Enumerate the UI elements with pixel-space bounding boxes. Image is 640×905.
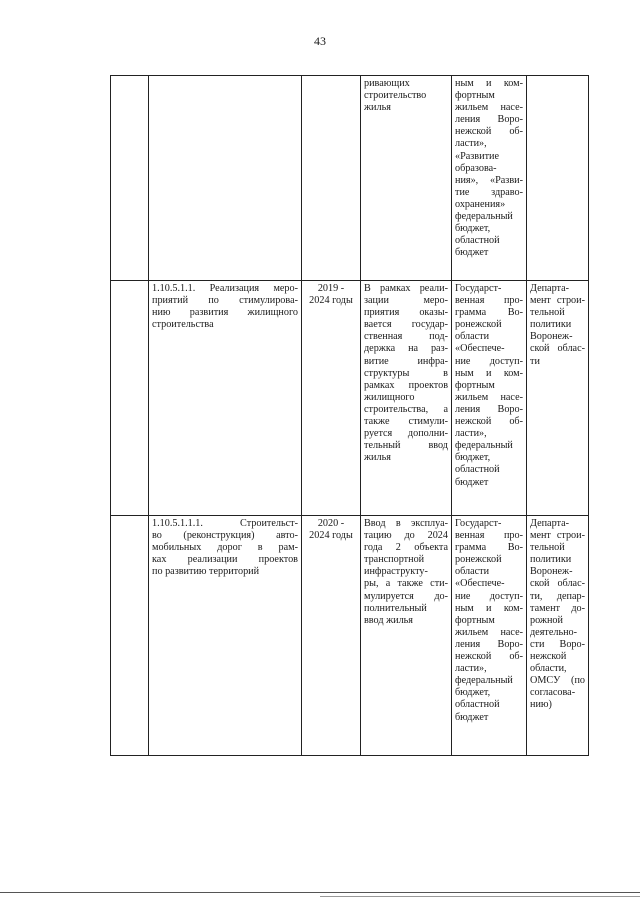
cell-line: венная про- (455, 530, 523, 542)
cell-line: приятий по стимулирова- (152, 295, 298, 307)
cell-line: держка на раз- (364, 343, 448, 355)
measures-table (110, 75, 589, 756)
cell-line: «Развитие (455, 150, 499, 162)
source-cell (452, 281, 527, 516)
cell-line: областной (455, 235, 500, 247)
cell-line: бюджет (455, 476, 489, 488)
cell-line: ления Воро- (455, 403, 523, 415)
cell-line: ласти», (455, 138, 487, 150)
cell-line: жилья (364, 452, 391, 464)
cell-line: рамках проектов (364, 379, 448, 391)
cell-line: Воронеж- (530, 566, 573, 578)
description-cell (361, 281, 452, 516)
cell-line: Ввод в эксплуа- (364, 518, 448, 529)
scan-edge-line (320, 896, 640, 897)
cell-line: ние доступ- (455, 355, 523, 367)
table-row (111, 76, 589, 281)
cell-line: области (455, 331, 490, 343)
cell-line: жилья (364, 102, 391, 114)
cell-line: бюджет, (455, 687, 491, 699)
cell-line: нежской об- (455, 126, 523, 138)
description-cell (361, 76, 452, 281)
period-cell (302, 76, 361, 281)
cell-line: мент строи- (530, 295, 585, 307)
cell-line: бюджет, (455, 452, 491, 464)
cell-line: сти Воро- (530, 638, 585, 650)
measure-name-cell (149, 76, 302, 281)
cell-line: ласти», (455, 428, 487, 440)
cell-line: тамент до- (530, 602, 585, 614)
cell-line: области, (530, 663, 567, 675)
cell-line: тие здраво- (455, 186, 523, 198)
cell-line: венная про- (455, 295, 523, 307)
cell-line: жильем насе- (455, 102, 523, 114)
source-cell (452, 516, 527, 756)
cell-line: ления Воро- (455, 638, 523, 650)
cell-line: строительства (152, 319, 214, 331)
cell-line: тельной (530, 542, 565, 554)
cell-line: ласти», (455, 663, 487, 675)
cell-line: рожной (530, 614, 563, 626)
cell-line: ным и ком- (455, 602, 523, 614)
cell-line: областной (455, 699, 500, 711)
cell-line: охранения» (455, 198, 506, 210)
cell-line: фортным (455, 379, 495, 391)
cell-line: инфраструкту- (364, 566, 428, 578)
cell-line: ления Воро- (455, 114, 523, 126)
cell-line: Департа- (530, 518, 570, 529)
cell-line: жильем насе- (455, 391, 523, 403)
cell-line: ры, а также сти- (364, 578, 448, 590)
table-row (111, 281, 589, 516)
cell-line: согласова- (530, 687, 576, 699)
cell-line: транспортной (364, 554, 425, 566)
cell-line: строительство (364, 90, 427, 102)
cell-line: Департа- (530, 283, 570, 294)
cell-line: деятельно- (530, 626, 578, 638)
period-cell (302, 281, 361, 516)
cell-line: ках реализации проектов (152, 554, 298, 566)
source-cell (452, 76, 527, 281)
cell-line: структуры в (364, 367, 448, 379)
cell-line: 2024 годы (309, 295, 353, 307)
cell-line: тельной (530, 307, 565, 319)
row-number-cell (111, 76, 149, 281)
cell-line: ронежской (455, 319, 502, 331)
cell-line: нию) (530, 699, 552, 711)
cell-line: года 2 объекта (364, 542, 448, 554)
cell-line: приятия оказы- (364, 307, 448, 319)
cell-line: области (455, 566, 490, 578)
cell-line: политики (530, 554, 572, 566)
cell-line: федеральный (455, 211, 513, 223)
cell-line: 1.10.5.1.1.1. Строительст- (152, 518, 298, 529)
cell-line: фортным (455, 90, 495, 102)
cell-line: руется дополни- (364, 428, 448, 440)
row-number-cell (111, 281, 149, 516)
cell-line: строительства, а (364, 403, 448, 415)
cell-line: ным и ком- (455, 367, 523, 379)
cell-line: зации меро- (364, 295, 448, 307)
cell-line: ния», «Разви- (455, 174, 523, 186)
cell-line: ти (530, 355, 540, 367)
cell-line: политики (530, 319, 572, 331)
cell-line: Воронеж- (530, 331, 573, 343)
cell-line: областной (455, 464, 500, 476)
cell-line: нежской об- (455, 651, 523, 663)
cell-line: 2024 годы (309, 530, 353, 542)
cell-line: грамма Во- (455, 542, 523, 554)
executor-cell (527, 281, 589, 516)
cell-line: вается государ- (364, 319, 448, 331)
cell-line: ти, депар- (530, 590, 585, 602)
cell-line: ственная под- (364, 331, 448, 343)
page-number: 43 (314, 34, 326, 48)
cell-line: бюджет (455, 247, 489, 259)
table-row (111, 516, 589, 756)
cell-line: нежской об- (455, 416, 523, 428)
cell-line: тацию до 2024 (364, 530, 448, 542)
cell-line: Государст- (455, 518, 502, 529)
cell-line: ОМСУ (по (530, 675, 585, 687)
cell-line: жильем насе- (455, 626, 523, 638)
cell-line: бюджет (455, 711, 489, 723)
cell-line: мулируется до- (364, 590, 448, 602)
executor-cell (527, 516, 589, 756)
cell-line: ввод жилья (364, 614, 413, 626)
cell-line: нию развития жилищного (152, 307, 298, 319)
cell-line: фортным (455, 614, 495, 626)
measure-name-cell (149, 281, 302, 516)
cell-line: жилищного (364, 391, 415, 403)
cell-line: мобильных дорог в рам- (152, 542, 298, 554)
cell-line: ным и ком- (455, 78, 523, 89)
cell-line: В рамках реали- (364, 283, 448, 294)
cell-line: 2019 - (317, 283, 345, 294)
cell-line: «Обеспече- (455, 578, 505, 590)
cell-line: федеральный (455, 440, 513, 452)
row-number-cell (111, 516, 149, 756)
cell-line: бюджет, (455, 223, 491, 235)
cell-line: мент строи- (530, 530, 585, 542)
cell-line: 2020 - (317, 518, 345, 529)
executor-cell (527, 76, 589, 281)
cell-line: федеральный (455, 675, 513, 687)
cell-line: нежской (530, 651, 567, 663)
period-cell (302, 516, 361, 756)
cell-line: во (реконструкция) авто- (152, 530, 298, 542)
cell-line: по развитию территорий (152, 566, 260, 578)
cell-line: витие инфра- (364, 355, 448, 367)
cell-line: ривающих (364, 78, 410, 89)
cell-line: образова- (455, 162, 497, 174)
cell-line: ской облас- (530, 343, 585, 355)
cell-line: грамма Во- (455, 307, 523, 319)
cell-line: ской облас- (530, 578, 585, 590)
measure-name-cell (149, 516, 302, 756)
cell-line: ронежской (455, 554, 502, 566)
cell-line: 1.10.5.1.1. Реализация меро- (152, 283, 298, 294)
description-cell (361, 516, 452, 756)
cell-line: также стимули- (364, 416, 448, 428)
cell-line: полнительный (364, 602, 427, 614)
cell-line: тельный ввод (364, 440, 448, 452)
cell-line: «Обеспече- (455, 343, 505, 355)
scan-edge-line (0, 892, 640, 893)
cell-line: ние доступ- (455, 590, 523, 602)
cell-line: Государст- (455, 283, 502, 294)
